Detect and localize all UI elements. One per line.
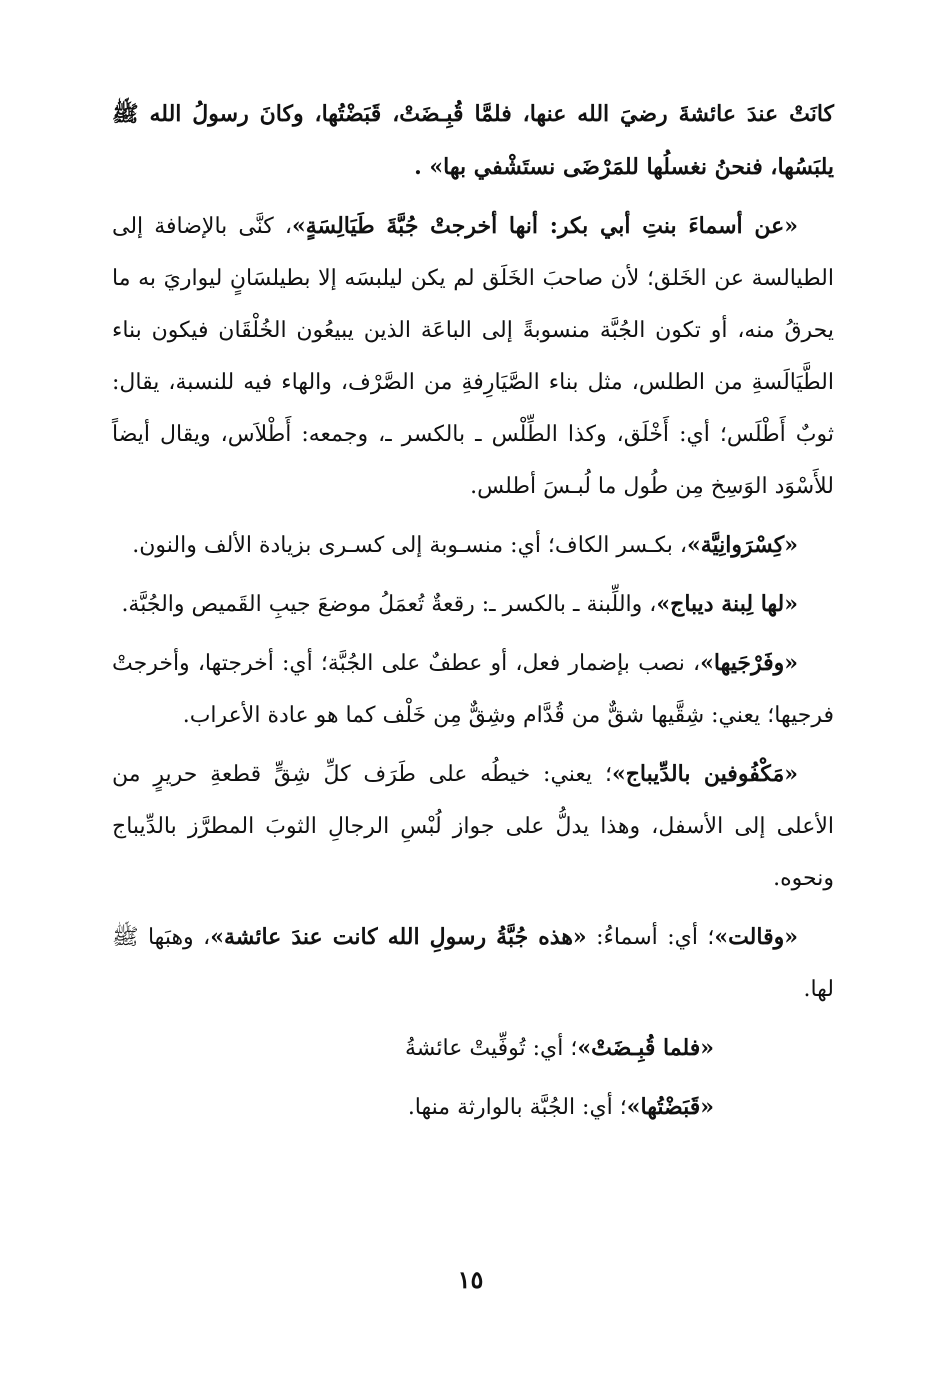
paragraph-commentary-farjayha: [112, 637, 834, 742]
quoted-phrase: «عن أسماءَ بنتِ أبي بكر: أنها أخرجتْ جُبَّةَ طَيَالِسَةٍ»: [291, 213, 798, 239]
quoted-phrase: «فلما قُبِـضَتْ»: [577, 1035, 714, 1061]
paragraph-commentary-tayalisa: [112, 200, 834, 513]
commentary-text: ، وهبَها ﷺ لها.: [112, 925, 834, 1002]
paragraph-commentary-makfufin: [112, 748, 834, 905]
quoted-phrase: «قَبَضْتُها»: [626, 1094, 714, 1120]
commentary-text: ؛ يعني: خيطُه على طَرَف كلِّ شِقٍّ قطعةِ حريرٍ من الأعلى إلى الأسفل، وهذا يدلُّ على جواز لُبْسِ الرجالِ الثوبَ المطرَّز بالدِّيباج ونحوه.: [112, 762, 834, 891]
paragraph-commentary-qabadtuha: [112, 1081, 834, 1134]
quoted-phrase: «مَكْفُوفين بالدِّيباج»: [611, 761, 799, 787]
quoted-phrase: «كِسْرَوانِيَّة»: [686, 532, 798, 558]
quoted-phrase: «لها لِبنة ديباج»: [656, 591, 798, 617]
hadith-quote: كانَتْ عندَ عائشةَ رضيَ الله عنها، فلمَّا قُبِـضَتْ، قَبَضْتُها، وكانَ رسولُ الله ﷺ يلبَسُها، فنحنُ نغسلُها للمَرْضَى نستَشْفي بها» .: [112, 101, 834, 180]
commentary-text: ، نصب بإضمار فعل، أو عطفٌ على الجُبَّة؛ أي: أخرجتها، وأخرجتْ فرجيها؛ يعني: شِقَّيها شقٌّ من قُدَّام وشِقٌّ مِن خَلْف كما هو عادة الأعراب.: [112, 651, 834, 728]
body-text: [112, 88, 834, 1140]
commentary-text: ، بكـسر الكاف؛ أي: منسـوبة إلى كسـرى بزيادة الألف والنون.: [132, 533, 687, 558]
commentary-text: ، كنَّى بالإضافة إلى الطيالسة عن الخَلق؛ لأن صاحبَ الخَلَق لم يكن ليلبسَه إلا بطيلسَانٍ ليواريَ به ما يحرقُ منه، أو تكون الجُبَّة منسوبةً إلى الباعَة الذين يبيعُون الخُلْقَان فيكون بناء الطَّيَالَسةِ من الطلس، مثل بناء الصَّيَارِفةِ من الصَّرْف، والهاء فيه للنسبة، يقال: ثوبٌ أَطْلَس؛ أي: أَخْلَق، وكذا الطِّلْس ـ بالكسر ـ، وجمعه: أَطْلاَس، ويقال أيضاً للأَسْوَد الوَسِخ مِن طُول ما لُبـسَ أطلس.: [112, 214, 834, 499]
paragraph-commentary-libna: [112, 578, 834, 631]
commentary-text: ، واللِّبنة ـ بالكسر ـ: رقعةٌ تُعمَلُ موضعَ جيبِ القَميص والجُبَّة.: [121, 592, 657, 617]
commentary-text: ؛ أي: الجُبَّة بالوارثة منها.: [407, 1095, 627, 1120]
commentary-text: ؛ أي: أسماءُ:: [586, 925, 715, 950]
quoted-phrase: «وقالت»: [714, 924, 798, 950]
quoted-phrase: «وفَرْجَيها»: [700, 650, 798, 676]
paragraph-commentary-qalat: [112, 911, 834, 1016]
paragraph-commentary-qubidat: [112, 1022, 834, 1075]
commentary-text: ؛ أي: تُوفِّيتْ عائشةُ: [404, 1036, 578, 1061]
paragraph-commentary-kisrawaniyya: [112, 519, 834, 572]
paragraph-hadith-text: [112, 88, 834, 194]
page-number: ١٥: [457, 1265, 484, 1294]
quoted-phrase: «هذه جُبَّةُ رسولِ الله كانت عندَ عائشة»: [210, 924, 587, 950]
